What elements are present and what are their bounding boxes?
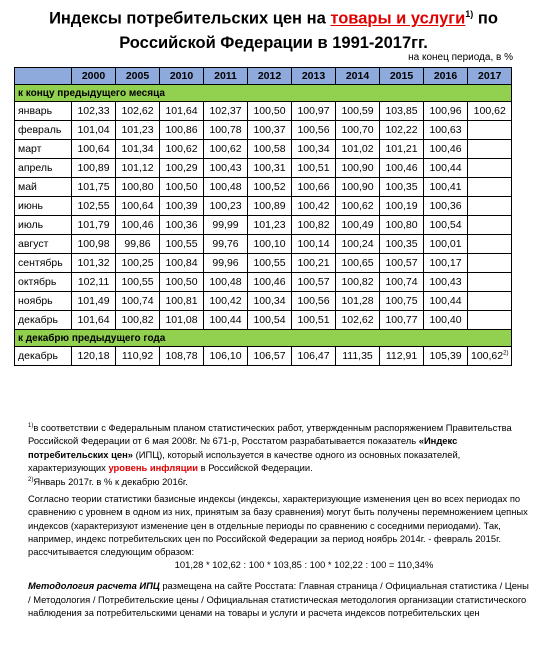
value-cell: 101,23	[248, 216, 292, 235]
value-cell: 100,24	[336, 235, 380, 254]
value-cell: 100,55	[160, 235, 204, 254]
value-cell: 102,11	[72, 273, 116, 292]
value-cell: 100,59	[336, 102, 380, 121]
value-cell: 100,10	[248, 235, 292, 254]
value-cell: 100,62	[160, 140, 204, 159]
title-footnote-mark: 1)	[465, 9, 474, 19]
value-cell: 100,89	[248, 197, 292, 216]
footnote-1	[16, 420, 532, 474]
header-cell: 2015	[380, 68, 424, 85]
section-label-annual: к декабрю предыдущего года	[15, 330, 512, 347]
header-cell: 2011	[204, 68, 248, 85]
value-cell: 99,86	[116, 235, 160, 254]
value-cell: 99,99	[204, 216, 248, 235]
month-cell: август	[15, 235, 72, 254]
value-cell: 100,44	[204, 311, 248, 330]
value-cell: 102,62	[116, 102, 160, 121]
page-title	[0, 2, 547, 55]
methodology-paragraph	[16, 579, 532, 619]
table-row	[15, 102, 512, 121]
value-text: 100,62	[471, 350, 504, 362]
value-cell: 100,82	[116, 311, 160, 330]
value-cell: 100,80	[380, 216, 424, 235]
value-cell: 100,01	[424, 235, 468, 254]
footnote-2	[16, 474, 532, 488]
value-cell: 100,25	[116, 254, 160, 273]
value-cell	[468, 216, 512, 235]
value-cell: 101,64	[160, 102, 204, 121]
value-cell: 100,64	[116, 197, 160, 216]
value-cell: 100,62	[468, 102, 512, 121]
value-cell: 99,96	[204, 254, 248, 273]
value-cell: 100,63	[424, 121, 468, 140]
value-cell: 100,58	[248, 140, 292, 159]
value-cell	[468, 121, 512, 140]
value-cell: 100,56	[292, 292, 336, 311]
header-cell: 2016	[424, 68, 468, 85]
formula: 101,28 * 102,62 : 100 * 103,85 : 100 * 102,22 : 100 = 110,34%	[174, 559, 434, 571]
value-cell: 100,78	[204, 121, 248, 140]
table-row	[15, 235, 512, 254]
value-cell: 102,33	[72, 102, 116, 121]
table-row	[15, 292, 512, 311]
month-cell: сентябрь	[15, 254, 72, 273]
value-cell: 100,74	[116, 292, 160, 311]
value-cell: 100,35	[380, 178, 424, 197]
value-cell: 101,02	[336, 140, 380, 159]
value-cell: 100,42	[204, 292, 248, 311]
value-cell: 100,66	[292, 178, 336, 197]
value-cell: 112,91	[380, 347, 424, 366]
value-cell: 120,18	[72, 347, 116, 366]
header-cell	[15, 68, 72, 85]
month-cell: октябрь	[15, 273, 72, 292]
title-line-2: Российской Федерации в 1991-2017гг.	[119, 33, 428, 52]
value-cell: 100,36	[160, 216, 204, 235]
month-cell: июль	[15, 216, 72, 235]
value-cell: 103,85	[380, 102, 424, 121]
value-cell	[468, 347, 512, 366]
value-cell: 100,51	[292, 159, 336, 178]
cpi-table	[14, 67, 512, 366]
value-cell: 100,31	[248, 159, 292, 178]
month-cell: март	[15, 140, 72, 159]
value-cell: 100,50	[160, 178, 204, 197]
value-cell: 100,44	[424, 292, 468, 311]
section-row-monthly	[15, 85, 512, 102]
value-cell: 100,89	[72, 159, 116, 178]
value-cell: 100,82	[336, 273, 380, 292]
value-cell: 100,65	[336, 254, 380, 273]
value-cell: 100,37	[248, 121, 292, 140]
value-cell: 100,29	[160, 159, 204, 178]
table-row	[15, 159, 512, 178]
value-cell: 111,35	[336, 347, 380, 366]
title-part-2: по	[473, 9, 498, 28]
value-cell: 100,84	[160, 254, 204, 273]
unit-note: на конец периода, в %	[408, 52, 513, 63]
value-cell: 100,80	[116, 178, 160, 197]
month-cell: июнь	[15, 197, 72, 216]
value-cell: 100,96	[424, 102, 468, 121]
table-row	[15, 121, 512, 140]
header-cell: 2014	[336, 68, 380, 85]
value-cell: 100,51	[292, 311, 336, 330]
table-row	[15, 140, 512, 159]
value-cell: 100,34	[292, 140, 336, 159]
footnote-1-text-a: в соответствии с Федеральным планом статистических работ, утвержденным распоряжением Правительства Российской Федерации от 6 мая 2008г. № 671-р, Росстатом разрабатывается показатель	[28, 422, 512, 447]
value-cell: 101,21	[380, 140, 424, 159]
month-cell: апрель	[15, 159, 72, 178]
value-cell: 100,21	[292, 254, 336, 273]
value-cell: 100,46	[116, 216, 160, 235]
value-cell: 100,54	[248, 311, 292, 330]
value-cell: 106,47	[292, 347, 336, 366]
footnote-1-bold: «Индекс потребительских цен»	[28, 435, 458, 460]
value-cell: 100,42	[292, 197, 336, 216]
value-cell: 100,23	[204, 197, 248, 216]
value-cell: 101,64	[72, 311, 116, 330]
value-cell: 106,10	[204, 347, 248, 366]
month-cell: ноябрь	[15, 292, 72, 311]
value-cell: 100,34	[248, 292, 292, 311]
theory-paragraph: Согласно теории статистики базисные индексы (индексы, характеризующие изменения цен во всех периодах по сравнению с уровнем в одном из них, принятым за базу сравнения) могут быть получены перемножением цепных индексов (характеризуют изменение цен в отдельные периоды по сравнению с соседними периодами). Так, например, индекс потребительских цен по Российской Федерации за период ноябрь 2014г. - февраль 2015г. рассчитывается следующим образом:	[28, 493, 528, 558]
value-cell: 100,82	[292, 216, 336, 235]
footnote-1-text-c: в Российской Федерации.	[198, 461, 313, 473]
value-cell	[468, 292, 512, 311]
value-cell: 101,28	[336, 292, 380, 311]
table-row	[15, 178, 512, 197]
table-row	[15, 254, 512, 273]
value-cell: 99,76	[204, 235, 248, 254]
header-cell: 2013	[292, 68, 336, 85]
footnote-2-text: Январь 2017г. в % к декабрю 2016г.	[33, 476, 188, 488]
table-row	[15, 311, 512, 330]
value-cell: 101,75	[72, 178, 116, 197]
value-cell: 100,36	[424, 197, 468, 216]
value-cell: 100,55	[248, 254, 292, 273]
table-row	[15, 197, 512, 216]
footnotes	[16, 420, 532, 619]
value-cell: 101,12	[116, 159, 160, 178]
value-cell: 101,34	[116, 140, 160, 159]
table-row	[15, 273, 512, 292]
value-cell: 100,35	[380, 235, 424, 254]
footnote-1-text-b: (ИПЦ), который используется в качестве одного из основных показателей, характеризующих	[28, 448, 461, 473]
value-cell: 100,17	[424, 254, 468, 273]
value-cell: 100,50	[160, 273, 204, 292]
value-cell: 100,86	[160, 121, 204, 140]
value-cell: 100,46	[424, 140, 468, 159]
value-cell	[468, 140, 512, 159]
value-cell: 100,74	[380, 273, 424, 292]
value-cell: 100,54	[424, 216, 468, 235]
value-cell: 101,32	[72, 254, 116, 273]
table-header-row	[15, 68, 512, 85]
value-cell: 100,46	[248, 273, 292, 292]
value-cell: 101,08	[160, 311, 204, 330]
value-cell: 100,97	[292, 102, 336, 121]
value-cell	[468, 311, 512, 330]
header-cell: 2005	[116, 68, 160, 85]
value-cell: 100,49	[336, 216, 380, 235]
value-cell: 102,22	[380, 121, 424, 140]
value-cell: 100,98	[72, 235, 116, 254]
methodology-text: размещена на сайте Росстата: Главная страница / Официальная статистика / Цены / Методология / Потребительские цены / Официальная статистическая методология организации статистического наблюдения за потребительскими ценами на товары и услуги и расчета индексов потребительских цен	[28, 580, 529, 618]
value-cell	[468, 197, 512, 216]
value-cell	[468, 254, 512, 273]
value-cell	[468, 273, 512, 292]
section-label-monthly: к концу предыдущего месяца	[15, 85, 512, 102]
title-highlight-link[interactable]: товары и услуги	[330, 9, 466, 28]
value-cell	[468, 235, 512, 254]
value-cell: 100,57	[292, 273, 336, 292]
value-cell: 100,48	[204, 178, 248, 197]
methodology-title: Методология расчета ИПЦ	[28, 580, 160, 592]
value-cell	[468, 159, 512, 178]
value-cell: 101,79	[72, 216, 116, 235]
value-cell: 100,41	[424, 178, 468, 197]
value-cell: 106,57	[248, 347, 292, 366]
month-cell: май	[15, 178, 72, 197]
value-cell: 100,48	[204, 273, 248, 292]
header-cell: 2000	[72, 68, 116, 85]
value-cell: 102,37	[204, 102, 248, 121]
value-cell: 100,64	[72, 140, 116, 159]
value-cell: 100,56	[292, 121, 336, 140]
value-cell: 101,49	[72, 292, 116, 311]
value-cell: 100,75	[380, 292, 424, 311]
value-cell: 100,43	[204, 159, 248, 178]
month-cell: январь	[15, 102, 72, 121]
value-cell: 100,19	[380, 197, 424, 216]
value-cell: 102,62	[336, 311, 380, 330]
value-cell: 102,55	[72, 197, 116, 216]
value-cell: 100,40	[424, 311, 468, 330]
value-cell: 100,52	[248, 178, 292, 197]
value-cell: 101,04	[72, 121, 116, 140]
value-cell: 100,90	[336, 159, 380, 178]
month-cell: декабрь	[15, 311, 72, 330]
value-cell: 100,50	[248, 102, 292, 121]
value-cell: 108,78	[160, 347, 204, 366]
footnote-2-ref: 2)	[503, 350, 509, 357]
header-cell: 2010	[160, 68, 204, 85]
footnote-1-mark: 1)	[28, 423, 34, 429]
value-cell: 105,39	[424, 347, 468, 366]
value-cell: 100,46	[380, 159, 424, 178]
value-cell: 100,39	[160, 197, 204, 216]
table-row	[15, 216, 512, 235]
section-row-annual	[15, 330, 512, 347]
value-cell: 100,55	[116, 273, 160, 292]
footnote-2-mark: 2)	[28, 476, 34, 483]
header-cell: 2012	[248, 68, 292, 85]
month-cell: февраль	[15, 121, 72, 140]
value-cell: 100,90	[336, 178, 380, 197]
value-cell: 100,81	[160, 292, 204, 311]
value-cell: 100,14	[292, 235, 336, 254]
value-cell: 100,70	[336, 121, 380, 140]
title-part-1: Индексы потребительских цен на	[49, 9, 331, 28]
title-line-1	[0, 2, 547, 31]
value-cell: 110,92	[116, 347, 160, 366]
value-cell	[468, 178, 512, 197]
value-cell: 100,57	[380, 254, 424, 273]
value-cell: 100,77	[380, 311, 424, 330]
value-cell: 100,43	[424, 273, 468, 292]
footnote-1-inflation-link[interactable]: уровень инфляции	[108, 461, 198, 473]
month-cell: декабрь	[15, 347, 72, 366]
value-cell: 100,62	[204, 140, 248, 159]
header-cell: 2017	[468, 68, 512, 85]
table-row-december-annual	[15, 347, 512, 366]
value-cell: 101,23	[116, 121, 160, 140]
value-cell: 100,44	[424, 159, 468, 178]
value-cell: 100,62	[336, 197, 380, 216]
